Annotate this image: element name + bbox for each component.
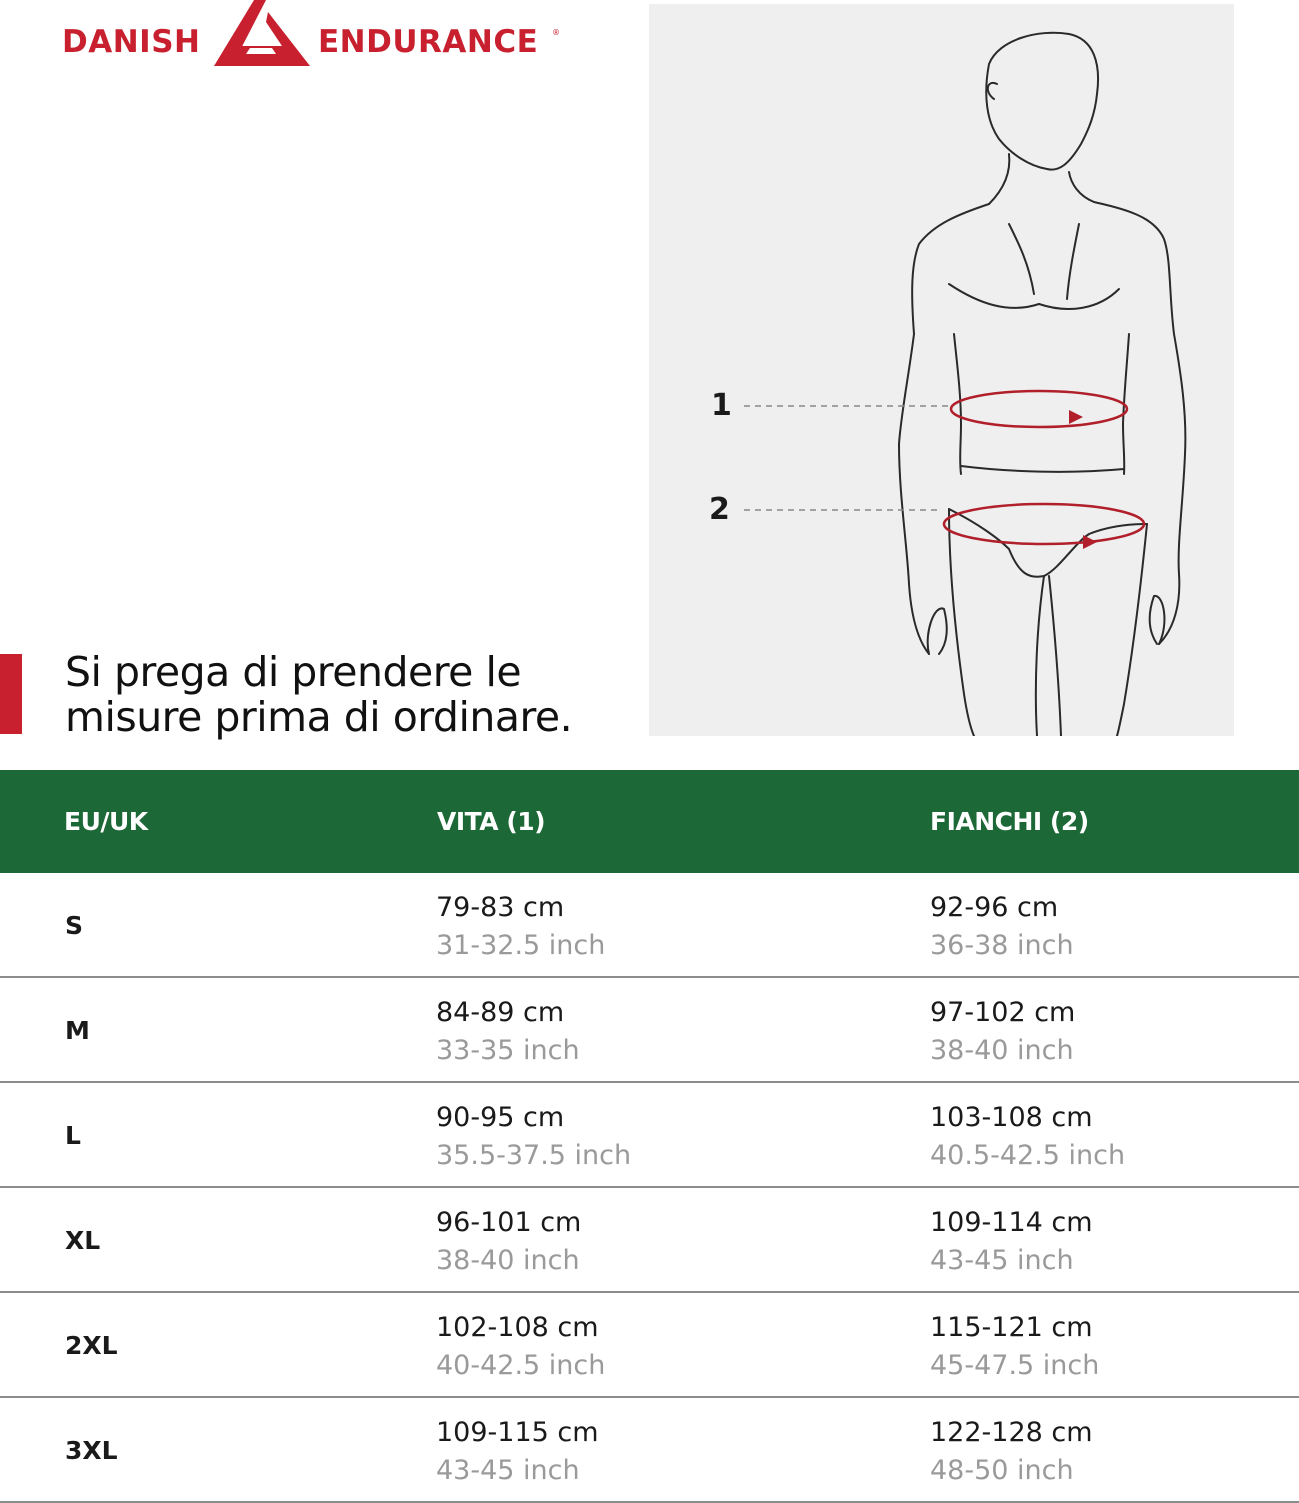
waist-cell <box>436 994 580 1070</box>
waist-cm: 109-115 cm <box>436 1417 599 1448</box>
table-row <box>0 1293 1299 1398</box>
headline: Si prega di prendere le misure prima di ordinare. <box>65 648 573 741</box>
size-label: 3XL <box>65 1436 118 1465</box>
size-label: XL <box>65 1226 101 1255</box>
hips-inch: 40.5-42.5 inch <box>930 1140 1126 1171</box>
brand-name-right: ENDURANCE <box>318 24 539 60</box>
hips-cm: 97-102 cm <box>930 997 1076 1028</box>
waist-inch: 31-32.5 inch <box>436 930 606 961</box>
accent-bar <box>0 654 22 734</box>
marker-2-label: 2 <box>709 492 730 527</box>
waist-cm: 79-83 cm <box>436 892 565 923</box>
mountain-logo-icon <box>212 0 312 68</box>
waist-inch: 40-42.5 inch <box>436 1350 606 1381</box>
header-waist: VITA (1) <box>437 807 546 836</box>
table-row <box>0 978 1299 1083</box>
hips-cm: 115-121 cm <box>930 1312 1093 1343</box>
waist-inch: 38-40 inch <box>436 1245 580 1276</box>
waist-cm: 102-108 cm <box>436 1312 599 1343</box>
header-size: EU/UK <box>64 807 148 836</box>
size-table-body <box>0 873 1299 1503</box>
table-row <box>0 1188 1299 1293</box>
waist-cell <box>436 1099 631 1175</box>
hips-cell <box>930 1309 1099 1385</box>
waist-cm: 84-89 cm <box>436 997 565 1028</box>
hips-inch: 43-45 inch <box>930 1245 1074 1276</box>
hips-cell <box>930 1099 1125 1175</box>
size-label: 2XL <box>65 1331 118 1360</box>
hips-cm: 92-96 cm <box>930 892 1059 923</box>
hips-cell <box>930 889 1074 965</box>
brand-name-left: DANISH <box>62 24 201 60</box>
hips-cm: 109-114 cm <box>930 1207 1093 1238</box>
body-measurement-figure <box>649 4 1234 736</box>
table-row <box>0 1398 1299 1503</box>
waist-cell <box>436 1204 581 1280</box>
waist-cm: 96-101 cm <box>436 1207 582 1238</box>
size-label: M <box>65 1016 90 1045</box>
header-hips: FIANCHI (2) <box>930 807 1089 836</box>
hips-inch: 36-38 inch <box>930 930 1074 961</box>
waist-inch: 33-35 inch <box>436 1035 580 1066</box>
waist-cell <box>436 1309 605 1385</box>
waist-inch: 35.5-37.5 inch <box>436 1140 632 1171</box>
brand-logo <box>62 0 562 70</box>
waist-inch: 43-45 inch <box>436 1455 580 1486</box>
size-table-header <box>0 770 1299 873</box>
marker-1-label: 1 <box>711 388 732 423</box>
waist-cell <box>436 889 605 965</box>
hips-cell <box>930 1204 1093 1280</box>
waist-cm: 90-95 cm <box>436 1102 565 1133</box>
hips-inch: 48-50 inch <box>930 1455 1074 1486</box>
waist-cell <box>436 1414 599 1490</box>
hips-cell <box>930 1414 1093 1490</box>
table-row <box>0 873 1299 978</box>
hips-inch: 45-47.5 inch <box>930 1350 1100 1381</box>
size-label: L <box>65 1121 81 1150</box>
hips-cm: 103-108 cm <box>930 1102 1093 1133</box>
table-row <box>0 1083 1299 1188</box>
hips-cell <box>930 994 1075 1070</box>
registered-mark: ® <box>552 28 560 37</box>
body-outline-illustration <box>649 4 1234 736</box>
hips-cm: 122-128 cm <box>930 1417 1093 1448</box>
hips-inch: 38-40 inch <box>930 1035 1074 1066</box>
size-label: S <box>65 911 84 940</box>
